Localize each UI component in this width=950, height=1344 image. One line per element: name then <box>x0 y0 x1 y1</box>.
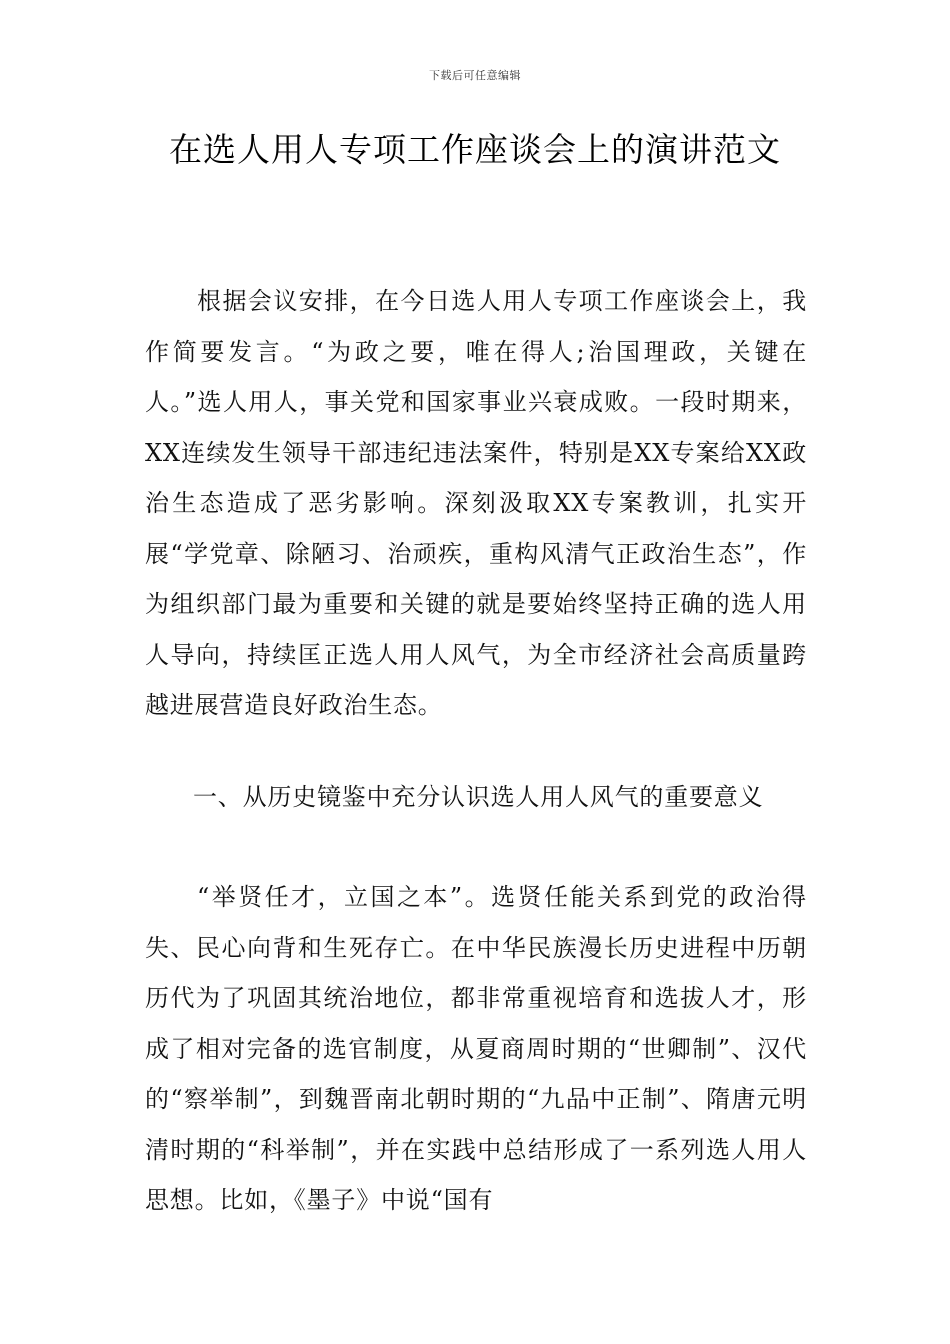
document-title: 在选人用人专项工作座谈会上的演讲范文 <box>169 130 781 169</box>
header-note: 下载后可任意编辑 <box>429 69 521 82</box>
body-paragraph-history: “举贤任才，立国之本”。选贤任能关系到党的政治得失、民心向背和生死存亡。在中华民族漫长历史进程中历朝历代为了巩固其统治地位，都非常重视培育和选拔人才，形成了相对完备的选官制度，从夏商周时期的“世卿制”、汉代的“察举制”，到魏晋南北朝时期的“九品中正制”、隋唐元明清时期的“科举制”，并在实践中总结形成了一系列选人用人思想。比如，《墨子》中说“国有 <box>145 883 807 1214</box>
body-paragraph-intro: 根据会议安排，在今日选人用人专项工作座谈会上，我作简要发言。“为政之要，唯在得人;治国理政，关键在人。”选人用人，事关党和国家事业兴衰成败。一段时期来，XX连续发生领导干部违纪违法案件，特别是XX专案给XX政治生态造成了恶劣影响。深刻汲取XX专案教训，扎实开展“学党章、除陋习、治顽疾，重构风清气正政治生态”，作为组织部门最为重要和关键的就是要始终坚持正确的选人用人导向，持续匡正选人用人风气，为全市经济社会高质量跨越进展营造良好政治生态。 <box>145 287 807 719</box>
section-heading: 一、从历史镜鉴中充分认识选人用人风气的重要意义 <box>193 783 764 811</box>
